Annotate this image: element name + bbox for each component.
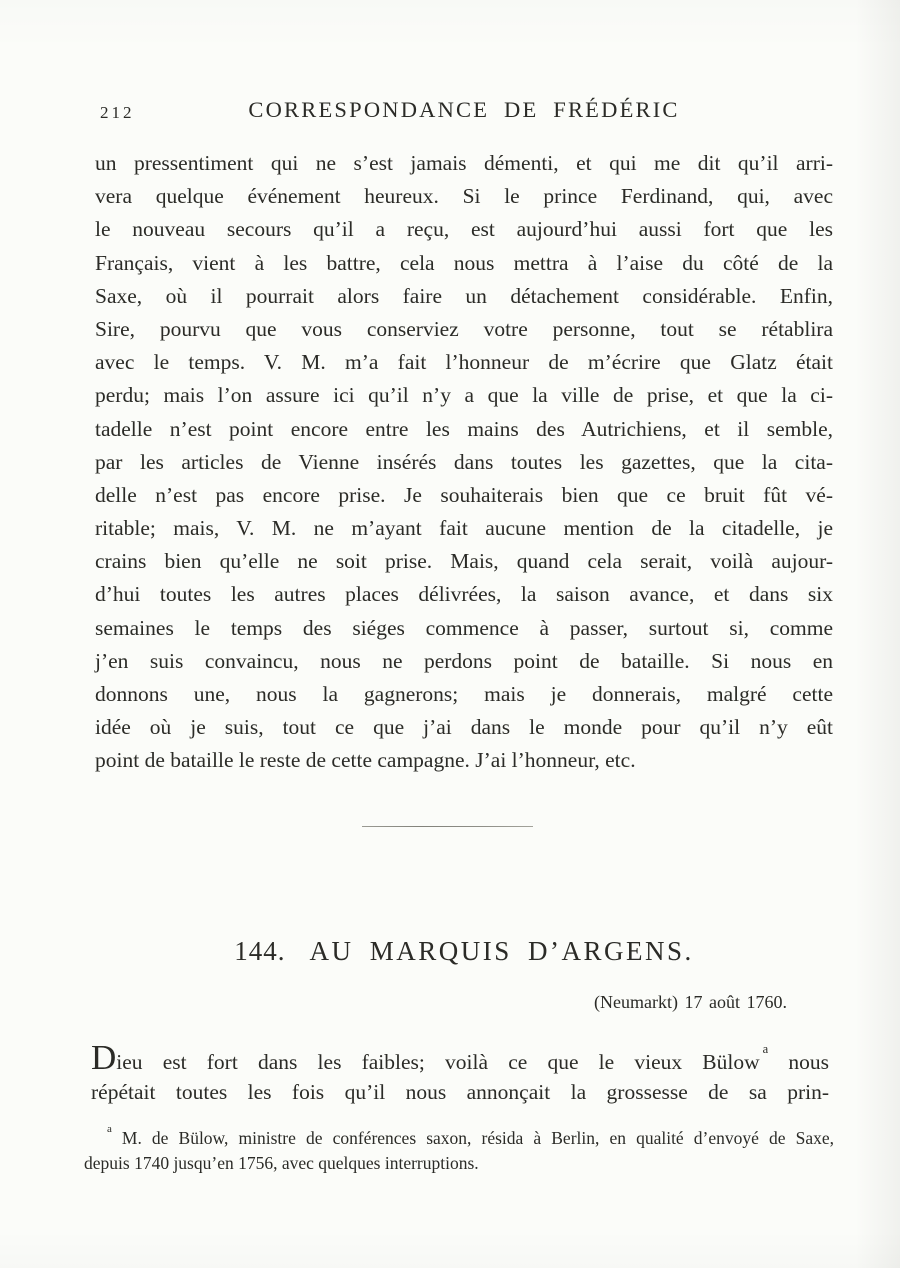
text-line: j’en suis convaincu, nous ne perdons point de bataille. Si nous en xyxy=(95,648,833,673)
text-line: crains bien qu’elle ne soit prise. Mais, quand cela serait, voilà aujour- xyxy=(95,549,833,574)
footnote-ref-a: a xyxy=(762,1042,769,1056)
text-line: perdu; mais l’on assure ici qu’il n’y a que la ville de prise, et que la ci- xyxy=(95,383,833,408)
text-line: idée où je suis, tout ce que j’ai dans le monde pour qu’il n’y eût xyxy=(95,715,833,740)
footnote-line: depuis 1740 jusqu’en 1756, avec quelques interruptions. xyxy=(84,1153,479,1174)
text-line: tadelle n’est point encore entre les mains des Autrichiens, et il semble, xyxy=(95,416,833,441)
text-line: Sire, pourvu que vous conserviez votre personne, tout se rétablira xyxy=(95,316,833,341)
text-line: point de bataille le reste de cette campagne. J’ai l’honneur, etc. xyxy=(95,748,636,773)
text-line: vera quelque événement heureux. Si le prince Ferdinand, qui, avec xyxy=(95,184,833,209)
letter-dateline: (Neumarkt) 17 août 1760. xyxy=(594,992,787,1012)
initial-capital: D xyxy=(91,1038,117,1078)
footnote xyxy=(84,1122,834,1177)
text-line: un pressentiment qui ne s’est jamais démenti, et qui me dit qu’il arri- xyxy=(95,151,833,175)
text-line: ritable; mais, V. M. ne m’ayant fait aucune mention de la citadelle, je xyxy=(95,516,833,541)
text-line: par les articles de Vienne insérés dans toutes les gazettes, que la cita- xyxy=(95,449,833,474)
text-line: avec le temps. V. M. m’a fait l’honneur de m’écrire que Glatz était xyxy=(95,350,833,375)
text-line: le nouveau secours qu’il a reçu, est aujourd’hui aussi fort que les xyxy=(95,217,833,242)
text-line: donnons une, nous la gagnerons; mais je donnerais, malgré cette xyxy=(95,682,833,706)
running-title: CORRESPONDANCE DE FRÉDÉRIC xyxy=(248,97,680,122)
text-segment: nous xyxy=(788,1050,829,1075)
footnote-line xyxy=(84,1122,834,1151)
text-line: Saxe, où il pourrait alors faire un détachement considérable. Enfin, xyxy=(95,283,833,308)
text-line: semaines le temps des siéges commence à passer, surtout si, comme xyxy=(95,615,833,640)
page-number: 212 xyxy=(100,103,135,122)
text-line: delle n’est pas encore prise. Je souhaiterais bien que ce bruit fût vé- xyxy=(95,482,833,507)
letter-title: AU MARQUIS D’ARGENS. xyxy=(309,936,694,966)
text-line: répétait toutes les fois qu’il nous annonçait la grossesse de sa prin- xyxy=(91,1080,829,1104)
letter-opening-paragraph xyxy=(91,1040,829,1110)
text-line xyxy=(91,1038,829,1078)
letter-number: 144. xyxy=(234,936,286,966)
letter-body-continuation xyxy=(95,147,833,778)
text-line: d’hui toutes les autres places délivrées, la saison avance, et dans six xyxy=(95,582,833,607)
footnote-text: M. de Bülow, ministre de conférences saxon, résida à Berlin, en qualité d’envoyé de Saxe, xyxy=(121,1127,834,1148)
text-line: Français, vient à les battre, cela nous mettra à l’aise du côté de la xyxy=(95,250,833,275)
letter-heading xyxy=(95,936,833,967)
footnote-marker: a xyxy=(107,1123,112,1135)
text-segment: ieu est fort dans les faibles; voilà ce que le vieux Bülow xyxy=(116,1050,760,1075)
section-divider xyxy=(362,826,533,827)
